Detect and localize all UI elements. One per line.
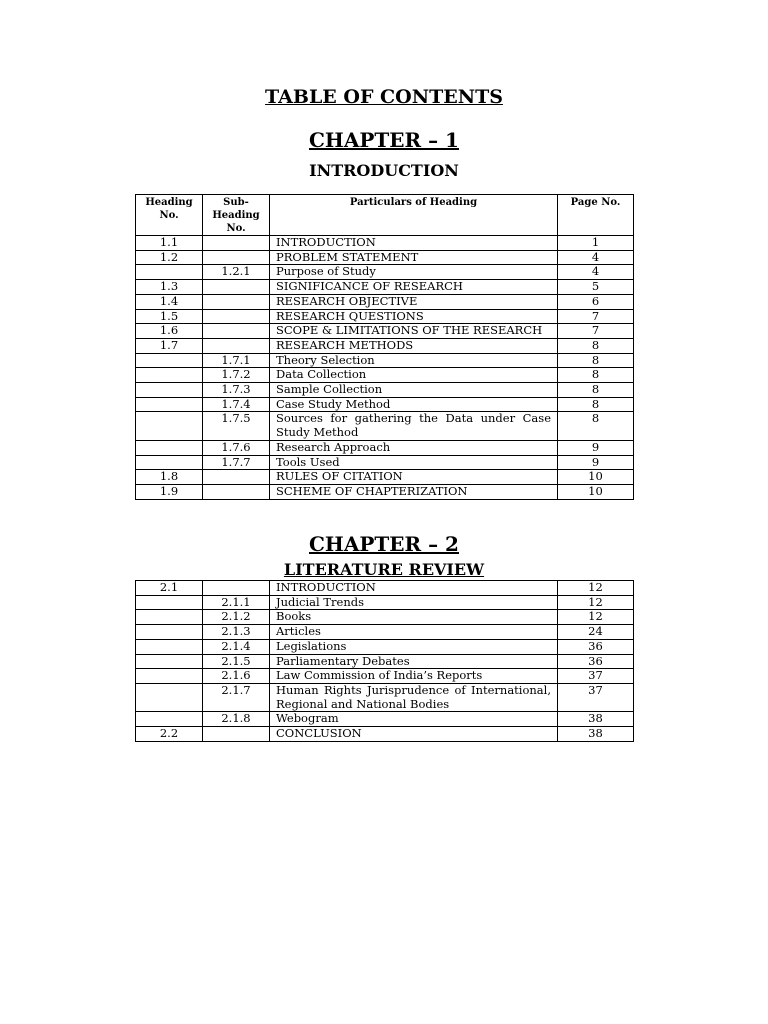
sub-heading-number: 1.7.2 <box>203 368 270 383</box>
chapter-1-contents-table <box>135 194 634 500</box>
heading-number: 2.2 <box>136 727 203 742</box>
table-row <box>136 412 634 440</box>
heading-particulars: INTRODUCTION <box>270 581 558 596</box>
table-row <box>136 669 634 684</box>
heading-particulars: RESEARCH OBJECTIVE <box>270 294 558 309</box>
table-row <box>136 338 634 353</box>
chapter-2-title: CHAPTER – 2 <box>309 532 459 556</box>
sub-heading-number <box>203 324 270 339</box>
chapter-1-title: CHAPTER – 1 <box>309 128 459 152</box>
page-number: 12 <box>558 595 634 610</box>
page-number: 10 <box>558 470 634 485</box>
header-particulars: Particulars of Heading <box>270 195 558 236</box>
page-number: 8 <box>558 338 634 353</box>
heading-particulars: Sources for gathering the Data under Case Study Method <box>270 412 558 440</box>
sub-heading-number: 1.2.1 <box>203 265 270 280</box>
heading-particulars: Tools Used <box>270 455 558 470</box>
sub-heading-number: 1.7.6 <box>203 440 270 455</box>
page-number: 12 <box>558 581 634 596</box>
heading-number: 1.2 <box>136 250 203 265</box>
sub-heading-number <box>203 280 270 295</box>
table-row <box>136 595 634 610</box>
page-number: 7 <box>558 324 634 339</box>
heading-number <box>136 440 203 455</box>
table-row <box>136 484 634 499</box>
sub-heading-number <box>203 484 270 499</box>
heading-particulars: INTRODUCTION <box>270 236 558 251</box>
sub-heading-number: 1.7.1 <box>203 353 270 368</box>
sub-heading-number <box>203 294 270 309</box>
table-row <box>136 353 634 368</box>
heading-number: 1.1 <box>136 236 203 251</box>
table-row <box>136 250 634 265</box>
heading-particulars: SCOPE & LIMITATIONS OF THE RESEARCH <box>270 324 558 339</box>
page-number: 4 <box>558 250 634 265</box>
heading-number: 1.5 <box>136 309 203 324</box>
heading-particulars: Human Rights Jurisprudence of International, Regional and National Bodies <box>270 683 558 711</box>
table-row <box>136 654 634 669</box>
heading-number <box>136 412 203 440</box>
heading-number <box>136 669 203 684</box>
page-number: 8 <box>558 397 634 412</box>
heading-number <box>136 595 203 610</box>
chapter-2-subtitle: LITERATURE REVIEW <box>283 560 485 579</box>
page-number: 37 <box>558 669 634 684</box>
heading-particulars: CONCLUSION <box>270 727 558 742</box>
table-row <box>136 368 634 383</box>
heading-number <box>136 353 203 368</box>
heading-particulars: SIGNIFICANCE OF RESEARCH <box>270 280 558 295</box>
sub-heading-number: 1.7.7 <box>203 455 270 470</box>
page-number: 36 <box>558 654 634 669</box>
table-row <box>136 727 634 742</box>
heading-particulars: Webogram <box>270 712 558 727</box>
heading-particulars: Research Approach <box>270 440 558 455</box>
table-row <box>136 712 634 727</box>
sub-heading-number: 2.1.5 <box>203 654 270 669</box>
sub-heading-number: 1.7.5 <box>203 412 270 440</box>
heading-number: 1.9 <box>136 484 203 499</box>
page-number: 38 <box>558 712 634 727</box>
heading-particulars: PROBLEM STATEMENT <box>270 250 558 265</box>
heading-particulars: RESEARCH QUESTIONS <box>270 309 558 324</box>
table-row <box>136 440 634 455</box>
heading-particulars: Data Collection <box>270 368 558 383</box>
sub-heading-number <box>203 309 270 324</box>
page-number: 24 <box>558 625 634 640</box>
heading-number <box>136 683 203 711</box>
table-row <box>136 625 634 640</box>
page-number: 8 <box>558 383 634 398</box>
sub-heading-number: 2.1.6 <box>203 669 270 684</box>
heading-number: 1.7 <box>136 338 203 353</box>
page-number: 10 <box>558 484 634 499</box>
table-row <box>136 265 634 280</box>
heading-number <box>136 383 203 398</box>
table-header-row <box>136 195 634 236</box>
heading-number: 1.8 <box>136 470 203 485</box>
table-row <box>136 610 634 625</box>
page-number: 8 <box>558 368 634 383</box>
heading-particulars: Judicial Trends <box>270 595 558 610</box>
heading-number <box>136 368 203 383</box>
heading-particulars: Purpose of Study <box>270 265 558 280</box>
sub-heading-number <box>203 338 270 353</box>
heading-number: 1.4 <box>136 294 203 309</box>
document-title: TABLE OF CONTENTS <box>265 86 503 108</box>
page-number: 5 <box>558 280 634 295</box>
heading-particulars: SCHEME OF CHAPTERIZATION <box>270 484 558 499</box>
page-number: 4 <box>558 265 634 280</box>
sub-heading-number: 1.7.3 <box>203 383 270 398</box>
sub-heading-number: 2.1.1 <box>203 595 270 610</box>
sub-heading-number: 1.7.4 <box>203 397 270 412</box>
table-row <box>136 397 634 412</box>
table-row <box>136 324 634 339</box>
page-number: 36 <box>558 639 634 654</box>
heading-particulars: Legislations <box>270 639 558 654</box>
header-heading-no: Heading No. <box>136 195 203 236</box>
page-number: 7 <box>558 309 634 324</box>
heading-number <box>136 654 203 669</box>
sub-heading-number: 2.1.4 <box>203 639 270 654</box>
heading-particulars: Parliamentary Debates <box>270 654 558 669</box>
sub-heading-number: 2.1.8 <box>203 712 270 727</box>
chapter-1-subtitle: INTRODUCTION <box>309 161 459 180</box>
sub-heading-number <box>203 581 270 596</box>
table-row <box>136 236 634 251</box>
heading-particulars: RESEARCH METHODS <box>270 338 558 353</box>
heading-number: 2.1 <box>136 581 203 596</box>
heading-number <box>136 625 203 640</box>
sub-heading-number <box>203 727 270 742</box>
heading-number <box>136 455 203 470</box>
table-row <box>136 683 634 711</box>
page-number: 6 <box>558 294 634 309</box>
heading-number <box>136 397 203 412</box>
sub-heading-number <box>203 470 270 485</box>
page-number: 9 <box>558 440 634 455</box>
sub-heading-number: 2.1.3 <box>203 625 270 640</box>
heading-particulars: RULES OF CITATION <box>270 470 558 485</box>
heading-particulars: Books <box>270 610 558 625</box>
heading-number <box>136 265 203 280</box>
heading-particulars: Theory Selection <box>270 353 558 368</box>
sub-heading-number <box>203 236 270 251</box>
page-number: 37 <box>558 683 634 711</box>
page-number: 9 <box>558 455 634 470</box>
table-row <box>136 309 634 324</box>
heading-number <box>136 712 203 727</box>
sub-heading-number: 2.1.7 <box>203 683 270 711</box>
header-sub-heading-no: Sub-Heading No. <box>203 195 270 236</box>
chapter-2-contents-table <box>135 580 634 742</box>
table-row <box>136 280 634 295</box>
header-page-no: Page No. <box>558 195 634 236</box>
heading-number: 1.3 <box>136 280 203 295</box>
sub-heading-number: 2.1.2 <box>203 610 270 625</box>
heading-number: 1.6 <box>136 324 203 339</box>
sub-heading-number <box>203 250 270 265</box>
table-row <box>136 639 634 654</box>
page-number: 1 <box>558 236 634 251</box>
table-row <box>136 383 634 398</box>
heading-particulars: Sample Collection <box>270 383 558 398</box>
table-row <box>136 470 634 485</box>
heading-particulars: Case Study Method <box>270 397 558 412</box>
page-number: 38 <box>558 727 634 742</box>
heading-particulars: Law Commission of India’s Reports <box>270 669 558 684</box>
table-row <box>136 455 634 470</box>
page-number: 8 <box>558 412 634 440</box>
heading-number <box>136 639 203 654</box>
page-number: 8 <box>558 353 634 368</box>
heading-particulars: Articles <box>270 625 558 640</box>
page-number: 12 <box>558 610 634 625</box>
table-row <box>136 294 634 309</box>
table-row <box>136 581 634 596</box>
heading-number <box>136 610 203 625</box>
